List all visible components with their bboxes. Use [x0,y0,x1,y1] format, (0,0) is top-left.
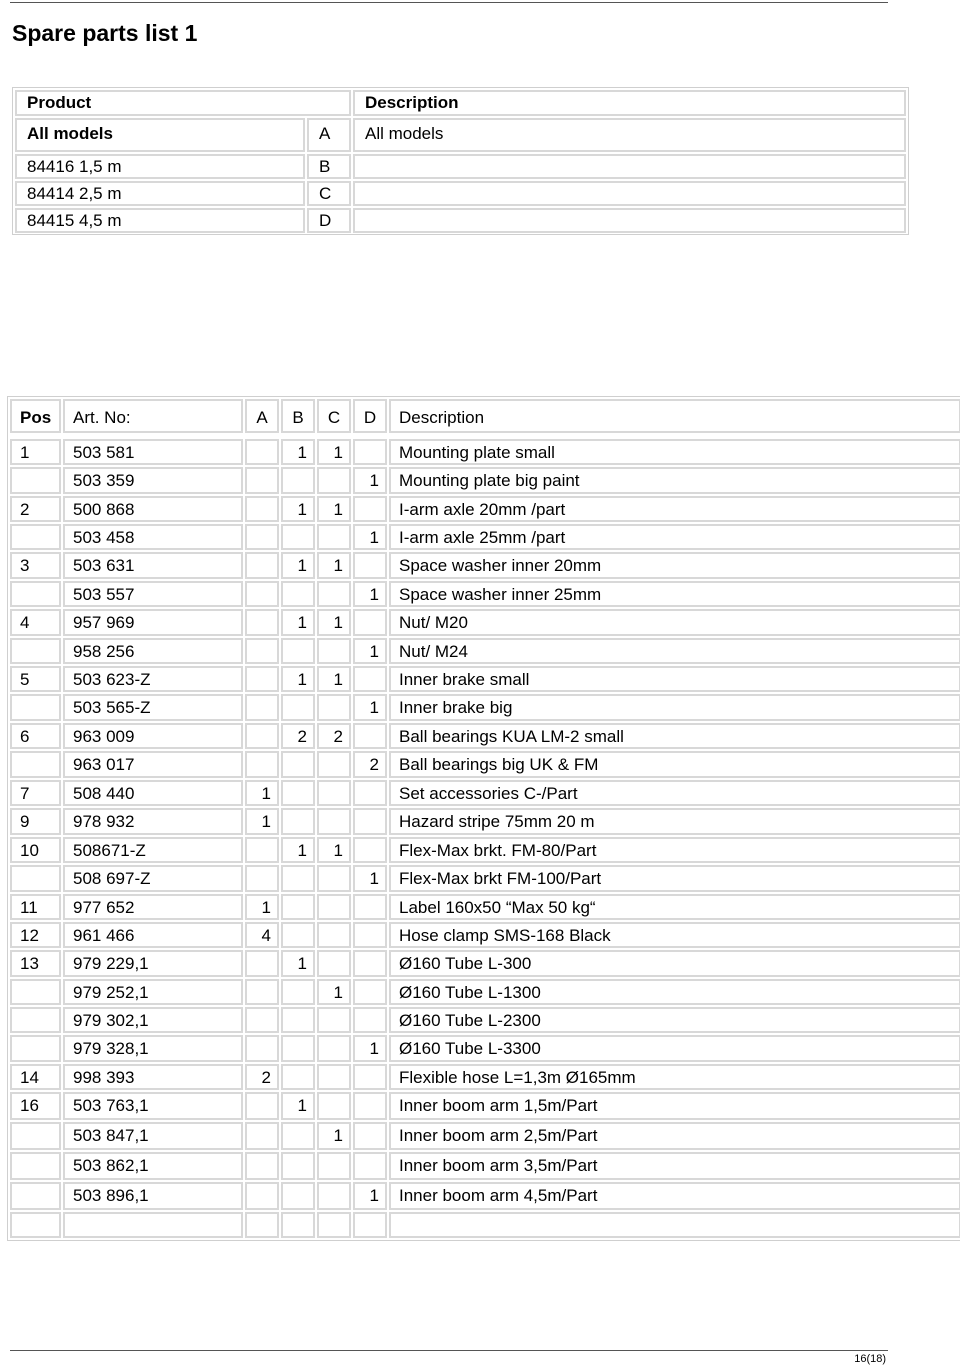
qty-d-cell [353,894,387,920]
qty-a-cell [245,1182,279,1210]
qty-d-cell [353,609,387,636]
art-no-cell: 503 847,1 [63,1122,243,1150]
description-cell: Flex-Max brkt. FM-80/Part [389,837,960,863]
qty-c-cell [317,1092,351,1120]
art-no-cell: 503 565-Z [63,694,243,721]
description-cell: Inner brake small [389,666,960,692]
qty-a-cell [245,1092,279,1120]
art-no-cell: 503 581 [63,439,243,465]
qty-b-cell: 1 [281,1092,315,1120]
art-no-cell: 963 009 [63,723,243,749]
pos-cell: 11 [10,894,61,920]
pos-cell [10,751,61,778]
art-no-cell: 500 868 [63,496,243,522]
qty-a-header: A [245,399,279,433]
art-no-cell: 503 763,1 [63,1092,243,1120]
qty-c-cell: 1 [317,552,351,579]
description-cell: Set accessories C-/Part [389,780,960,806]
qty-c-cell [317,1152,351,1180]
qty-a-cell: 4 [245,922,279,948]
qty-a-cell [245,666,279,692]
qty-a-cell [245,979,279,1005]
pos-cell: 7 [10,780,61,806]
qty-a-cell [245,638,279,664]
qty-d-cell [353,808,387,835]
description-cell: Inner boom arm 2,5m/Part [389,1122,960,1150]
qty-c-cell [317,1007,351,1033]
pos-cell [10,1212,61,1238]
qty-c-cell [317,1212,351,1238]
description-cell: Space washer inner 25mm [389,581,960,607]
qty-c-cell [317,950,351,977]
qty-d-cell: 1 [353,581,387,607]
qty-a-cell: 1 [245,808,279,835]
product-cell: 84415 4,5 m [15,208,305,233]
description-cell: Ø160 Tube L-1300 [389,979,960,1005]
art-no-header: Art. No: [63,399,243,433]
art-no-cell: 998 393 [63,1064,243,1090]
qty-c-cell [317,751,351,778]
qty-c-cell [317,467,351,494]
qty-a-cell [245,439,279,465]
description-cell: Flex-Max brkt FM-100/Part [389,865,960,892]
qty-c-cell [317,694,351,721]
description-cell: Inner boom arm 4,5m/Part [389,1182,960,1210]
qty-b-cell: 1 [281,666,315,692]
qty-d-header: D [353,399,387,433]
description-cell: I-arm axle 20mm /part [389,496,960,522]
qty-b-cell [281,524,315,550]
qty-d-cell: 1 [353,1035,387,1062]
qty-b-cell [281,751,315,778]
qty-b-cell [281,865,315,892]
description-cell: Nut/ M20 [389,609,960,636]
qty-c-cell [317,524,351,550]
qty-a-cell: 2 [245,1064,279,1090]
pos-cell: 2 [10,496,61,522]
qty-a-cell [245,1122,279,1150]
product-cell: 84414 2,5 m [15,181,305,206]
qty-a-cell [245,837,279,863]
qty-d-cell [353,1212,387,1238]
description-cell: Inner boom arm 1,5m/Part [389,1092,960,1120]
art-no-cell: 978 932 [63,808,243,835]
qty-c-cell [317,922,351,948]
qty-b-cell [281,979,315,1005]
qty-b-cell: 1 [281,950,315,977]
qty-a-cell [245,1152,279,1180]
pos-cell [10,581,61,607]
qty-d-cell: 1 [353,1182,387,1210]
qty-b-cell [281,694,315,721]
product-code-cell: A [307,118,351,152]
qty-c-cell: 1 [317,979,351,1005]
qty-d-cell [353,1122,387,1150]
art-no-cell: 958 256 [63,638,243,664]
product-code-cell: B [307,154,351,179]
qty-b-cell [281,1152,315,1180]
qty-d-cell: 1 [353,694,387,721]
qty-a-cell [245,950,279,977]
footer-rule [10,1350,888,1351]
art-no-cell: 961 466 [63,922,243,948]
qty-c-cell [317,894,351,920]
qty-a-cell: 1 [245,780,279,806]
qty-b-cell [281,1035,315,1062]
qty-b-cell [281,1182,315,1210]
description-cell: Inner brake big [389,694,960,721]
pos-cell [10,1152,61,1180]
pos-cell: 3 [10,552,61,579]
qty-d-cell [353,666,387,692]
product-description-cell [353,154,906,179]
description-cell: Ball bearings KUA LM-2 small [389,723,960,749]
qty-a-cell [245,1212,279,1238]
pos-cell [10,467,61,494]
qty-a-cell [245,609,279,636]
qty-b-cell: 1 [281,609,315,636]
product-cell: All models [15,118,305,152]
qty-c-cell [317,1064,351,1090]
page-title: Spare parts list 1 [12,20,198,46]
qty-d-cell: 1 [353,467,387,494]
qty-a-cell [245,524,279,550]
art-no-cell: 503 458 [63,524,243,550]
qty-d-cell: 1 [353,638,387,664]
qty-d-cell [353,979,387,1005]
description-cell: Label 160x50 “Max 50 kg“ [389,894,960,920]
qty-d-cell [353,1007,387,1033]
qty-b-cell [281,467,315,494]
product-code-cell: D [307,208,351,233]
qty-c-cell: 1 [317,496,351,522]
pos-cell: 10 [10,837,61,863]
pos-cell [10,638,61,664]
qty-c-cell: 1 [317,666,351,692]
qty-c-cell [317,1182,351,1210]
description-header: Description [353,90,906,116]
pos-cell [10,865,61,892]
product-description-cell: All models [353,118,906,152]
qty-d-cell [353,950,387,977]
qty-c-cell: 1 [317,439,351,465]
qty-b-cell: 2 [281,723,315,749]
parts-description-header: Description [389,399,960,433]
product-table [12,87,909,235]
qty-c-cell [317,581,351,607]
qty-d-cell [353,780,387,806]
qty-b-cell [281,1212,315,1238]
qty-c-cell: 1 [317,837,351,863]
pos-cell: 16 [10,1092,61,1120]
qty-a-cell [245,581,279,607]
description-cell [389,1212,960,1238]
product-code-cell: C [307,181,351,206]
pos-cell: 4 [10,609,61,636]
qty-a-cell [245,496,279,522]
qty-c-cell: 1 [317,609,351,636]
product-description-cell [353,208,906,233]
qty-d-cell: 1 [353,524,387,550]
description-cell: Ball bearings big UK & FM [389,751,960,778]
art-no-cell: 508671-Z [63,837,243,863]
qty-d-cell: 1 [353,865,387,892]
qty-b-cell: 1 [281,837,315,863]
qty-a-cell [245,694,279,721]
qty-c-cell [317,808,351,835]
art-no-cell: 503 896,1 [63,1182,243,1210]
qty-b-cell: 1 [281,552,315,579]
description-cell: Flexible hose L=1,3m Ø165mm [389,1064,960,1090]
art-no-cell: 979 302,1 [63,1007,243,1033]
pos-cell: 1 [10,439,61,465]
qty-c-cell [317,638,351,664]
pos-cell: 9 [10,808,61,835]
pos-cell: 5 [10,666,61,692]
qty-b-cell [281,894,315,920]
art-no-cell: 503 623-Z [63,666,243,692]
qty-a-cell [245,552,279,579]
description-cell: Hazard stripe 75mm 20 m [389,808,960,835]
pos-cell: 12 [10,922,61,948]
qty-b-cell [281,1122,315,1150]
description-cell: Hose clamp SMS-168 Black [389,922,960,948]
qty-b-cell: 1 [281,439,315,465]
qty-b-cell [281,780,315,806]
art-no-cell: 508 440 [63,780,243,806]
top-rule [10,2,888,3]
pos-cell: 14 [10,1064,61,1090]
pos-cell [10,524,61,550]
page-number: 16(18) [854,1353,886,1365]
description-cell: Ø160 Tube L-300 [389,950,960,977]
qty-a-cell [245,467,279,494]
pos-cell [10,1182,61,1210]
qty-c-cell [317,1035,351,1062]
qty-b-cell [281,922,315,948]
art-no-cell: 963 017 [63,751,243,778]
description-cell: Ø160 Tube L-3300 [389,1035,960,1062]
art-no-cell: 503 862,1 [63,1152,243,1180]
pos-cell [10,1035,61,1062]
qty-a-cell: 1 [245,894,279,920]
product-header: Product [15,90,351,116]
qty-d-cell [353,1092,387,1120]
parts-table [7,396,960,1241]
art-no-cell: 979 328,1 [63,1035,243,1062]
qty-d-cell [353,1064,387,1090]
pos-cell: 13 [10,950,61,977]
qty-b-cell [281,1064,315,1090]
description-cell: Ø160 Tube L-2300 [389,1007,960,1033]
description-cell: Inner boom arm 3,5m/Part [389,1152,960,1180]
qty-d-cell [353,922,387,948]
qty-c-cell: 2 [317,723,351,749]
description-cell: I-arm axle 25mm /part [389,524,960,550]
qty-b-cell [281,581,315,607]
pos-cell [10,1122,61,1150]
qty-c-header: C [317,399,351,433]
art-no-cell: 503 631 [63,552,243,579]
art-no-cell: 503 557 [63,581,243,607]
qty-c-cell: 1 [317,1122,351,1150]
qty-b-cell [281,808,315,835]
qty-b-header: B [281,399,315,433]
qty-a-cell [245,723,279,749]
qty-d-cell [353,723,387,749]
art-no-cell: 957 969 [63,609,243,636]
description-cell: Mounting plate big paint [389,467,960,494]
qty-b-cell [281,1007,315,1033]
product-cell: 84416 1,5 m [15,154,305,179]
qty-b-cell [281,638,315,664]
qty-d-cell [353,552,387,579]
qty-d-cell [353,1152,387,1180]
art-no-cell: 979 229,1 [63,950,243,977]
qty-a-cell [245,751,279,778]
qty-d-cell [353,439,387,465]
product-description-cell [353,181,906,206]
pos-header: Pos [10,399,61,433]
qty-a-cell [245,1035,279,1062]
qty-d-cell [353,837,387,863]
description-cell: Nut/ M24 [389,638,960,664]
qty-a-cell [245,865,279,892]
pos-cell [10,1007,61,1033]
art-no-cell: 503 359 [63,467,243,494]
qty-d-cell: 2 [353,751,387,778]
pos-cell [10,979,61,1005]
qty-d-cell [353,496,387,522]
art-no-cell: 977 652 [63,894,243,920]
pos-cell: 6 [10,723,61,749]
description-cell: Space washer inner 20mm [389,552,960,579]
description-cell: Mounting plate small [389,439,960,465]
art-no-cell: 979 252,1 [63,979,243,1005]
qty-b-cell: 1 [281,496,315,522]
pos-cell [10,694,61,721]
qty-c-cell [317,865,351,892]
qty-c-cell [317,780,351,806]
art-no-cell [63,1212,243,1238]
qty-a-cell [245,1007,279,1033]
art-no-cell: 508 697-Z [63,865,243,892]
